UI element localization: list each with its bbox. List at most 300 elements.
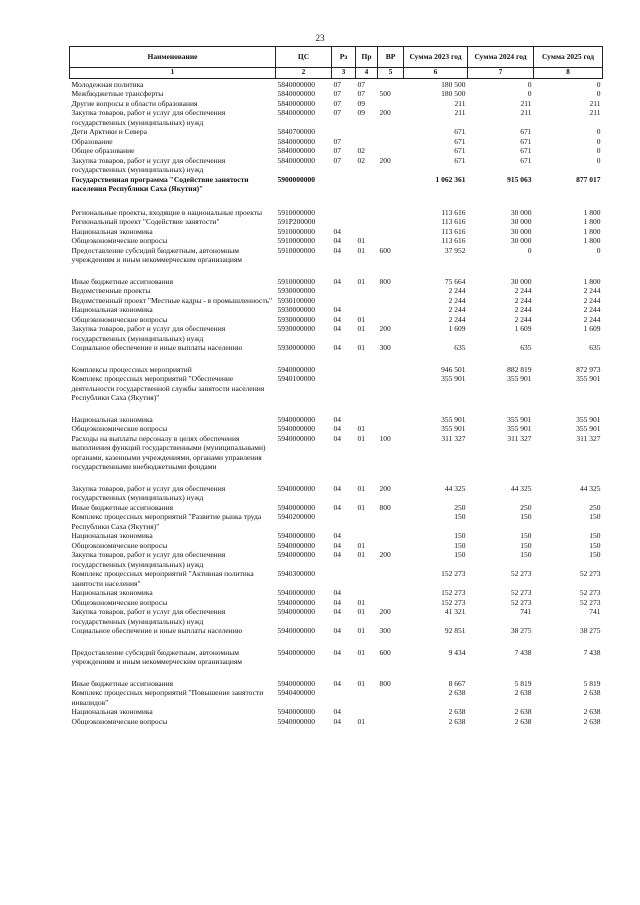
header-cs: ЦС [276,47,332,68]
cell-cs: 5840000000 [277,136,315,146]
cell-name: Национальная экономика [71,226,153,236]
cell-sum-2025: 0 [596,79,601,89]
cell-cs: 5940000000 [277,550,315,559]
cell-rz: 07 [333,98,341,108]
cell-pr [356,707,378,717]
cell-sum-2024: 150 [520,512,532,521]
cell-sum-2023: 250 [454,502,466,512]
cell-sum-2023: 180 500 [441,79,466,89]
column-number: 1 [70,68,276,79]
cell-pr: 01 [357,540,365,550]
cell-sum-2024: 150 [520,540,532,550]
cell-sum-2025: 1 800 [583,236,601,245]
cell-vr [378,305,404,315]
cell-sum-2024: 2 638 [514,688,532,697]
cell-name: Национальная экономика [71,305,153,314]
cell-pr [356,296,378,306]
cell-name: Иные бюджетные ассигнования [71,678,174,688]
cell-vr [378,374,404,415]
cell-sum-2024: 355 901 [507,414,532,424]
cell-cs: 5930000000 [277,286,315,295]
cell-sum-2024: 2 244 [514,286,532,295]
cell-vr [378,227,404,237]
cell-sum-2025: 2 638 [583,716,601,726]
cell-sum-2023: 2 244 [448,286,466,295]
cell-rz: 04 [333,343,341,352]
cell-pr [356,531,378,541]
table-row [70,315,603,325]
cell-name: Комплексы процессных мероприятий [71,364,192,374]
cell-sum-2025: 150 [589,531,601,540]
cell-pr: 01 [357,314,365,324]
cell-vr [378,512,404,531]
cell-cs: 5840000000 [277,79,315,89]
cell-cs: 5940000000 [277,424,315,433]
header-name: Наименование [70,47,276,68]
cell-sum-2025: 311 327 [576,433,601,443]
cell-sum-2024: 30 000 [510,217,532,226]
cell-sum-2024: 150 [520,531,532,540]
cell-name: Ведомственный проект "Местные кадры - в промышленность" [71,295,273,305]
cell-sum-2025: 52 273 [579,588,601,597]
cell-pr [356,286,378,296]
cell-vr [378,78,404,89]
cell-sum-2024: 741 [520,607,532,616]
cell-sum-2025: 0 [596,245,601,255]
cell-sum-2025: 1 609 [583,324,601,333]
cell-name: Комплекс процессных мероприятий "Активная политика занятости населения" [71,569,254,588]
cell-sum-2024: 0 [527,89,532,98]
table-row [70,484,603,503]
cell-sum-2025: 44 325 [579,483,601,493]
column-number: 5 [378,68,404,79]
cell-name: Общеэкономические вопросы [71,424,168,433]
cell-rz [332,569,356,588]
cell-cs: 5840000000 [277,89,315,98]
cell-name: Национальная экономика [71,588,153,597]
cell-sum-2023: 1 062 361 [435,174,466,184]
table-row [70,688,603,707]
cell-sum-2025: 0 [596,89,601,98]
cell-sum-2024: 311 327 [507,433,532,443]
cell-sum-2024: 635 [520,343,532,352]
cell-sum-2025: 2 638 [583,688,601,697]
cell-sum-2024: 44 325 [510,483,532,493]
cell-cs: 5940000000 [277,707,315,716]
cell-vr: 200 [379,108,391,117]
cell-sum-2024: 671 [520,155,532,165]
column-number: 4 [356,68,378,79]
cell-cs: 591P200000 [277,217,316,226]
cell-rz: 04 [333,607,341,616]
cell-rz: 04 [333,226,341,236]
table-row [70,588,603,598]
cell-sum-2023: 635 [454,343,466,352]
cell-pr [356,305,378,315]
cell-sum-2025: 355 901 [576,424,601,433]
cell-vr [378,236,404,246]
cell-sum-2024: 52 273 [510,588,532,597]
cell-vr: 800 [379,678,391,688]
cell-sum-2023: 150 [454,540,466,550]
cell-name: Социальное обеспечение и иные выплаты населению [71,626,243,635]
cell-sum-2025: 250 [589,502,601,512]
cell-cs: 5940000000 [277,502,315,512]
cell-sum-2023: 150 [454,550,466,559]
cell-rz [332,688,356,707]
cell-sum-2023: 44 325 [444,483,466,493]
cell-vr [378,127,404,137]
cell-sum-2025: 872 973 [576,364,601,374]
table-row [70,277,603,287]
cell-vr [378,707,404,717]
cell-sum-2025: 635 [589,343,601,352]
cell-name: Общеэкономические вопросы [71,236,168,245]
cell-pr: 01 [357,502,365,512]
cell-pr: 01 [357,483,365,493]
cell-rz: 04 [333,540,341,550]
cell-name: Расходы на выплаты персоналу в целях обеспечения выполнения функций государственными (муниципальными) органами, казенными учреждениями, органами управления государственными внебюджетными фондами [71,433,266,471]
cell-sum-2023: 946 501 [441,364,466,374]
table-row [70,503,603,513]
cell-rz: 04 [333,324,341,333]
cell-pr [356,688,378,707]
cell-rz: 07 [333,136,341,146]
cell-cs: 5940000000 [277,433,315,443]
cell-cs: 5930100000 [277,295,315,305]
cell-name: Дети Арктики и Севера [71,127,147,136]
cell-vr [378,175,404,208]
cell-vr [378,217,404,227]
cell-vr: 800 [379,502,391,512]
cell-cs: 5910000000 [277,245,315,255]
table-row [70,246,603,277]
cell-pr: 02 [357,155,365,165]
cell-cs: 5940000000 [277,716,315,726]
cell-sum-2023: 671 [454,136,466,146]
cell-rz [332,175,356,208]
cell-name: Иные бюджетные ассигнования [71,276,174,286]
cell-rz [332,217,356,227]
cell-name: Предоставление субсидий бюджетным, автономным учреждениям и иным некоммерческим организациям [71,647,243,666]
table-row [70,550,603,569]
cell-sum-2024: 915 063 [507,174,532,184]
table-row [70,324,603,343]
table-row [70,707,603,717]
cell-sum-2024: 5 819 [514,678,532,688]
cell-vr: 200 [379,607,391,616]
cell-name: Закупка товаров, работ и услуг для обеспечения государственных (муниципальных) нужд [71,607,226,626]
cell-cs: 5840000000 [277,146,315,155]
table-row [70,108,603,127]
cell-sum-2023: 2 638 [448,688,466,697]
cell-pr [356,365,378,375]
cell-rz [332,512,356,531]
cell-pr [356,175,378,208]
cell-cs: 5930000000 [277,324,315,333]
table-row [70,137,603,147]
cell-sum-2025: 2 244 [583,295,601,305]
cell-sum-2025: 741 [589,607,601,616]
cell-sum-2024: 7 438 [514,647,532,657]
table-row [70,626,603,648]
cell-sum-2023: 2 638 [448,707,466,716]
cell-sum-2024: 30 000 [510,226,532,236]
cell-pr: 01 [357,343,365,352]
cell-sum-2024: 882 819 [507,364,532,374]
cell-sum-2024: 2 638 [514,707,532,716]
cell-cs: 5940000000 [277,678,315,688]
cell-cs: 5910000000 [277,207,315,217]
table-row [70,541,603,551]
table-header-row [70,47,603,68]
cell-cs: 5910000000 [277,236,315,245]
cell-sum-2023: 180 500 [441,89,466,98]
cell-name: Общеэкономические вопросы [71,540,168,550]
cell-cs: 5930000000 [277,314,315,324]
header-rz: Рз [332,47,356,68]
cell-vr: 100 [379,433,391,443]
cell-cs: 5930000000 [277,343,315,352]
header-sum-2025: Сумма 2025 год [534,47,603,68]
table-row [70,365,603,375]
cell-rz: 04 [333,305,341,314]
cell-pr [356,374,378,415]
cell-pr: 01 [357,626,365,635]
cell-cs: 5940000000 [277,597,315,607]
cell-rz: 04 [333,531,341,540]
cell-cs: 5940000000 [277,626,315,635]
cell-rz: 04 [333,716,341,726]
cell-sum-2025: 2 638 [583,707,601,716]
cell-cs: 5910000000 [277,226,315,236]
cell-rz: 04 [333,245,341,255]
cell-name: Комплекс процессных мероприятий "Развитие рынка труда Республики Саха (Якутия)" [71,512,262,531]
cell-sum-2024: 671 [520,127,532,136]
cell-vr: 500 [379,89,391,98]
cell-sum-2024: 211 [520,108,532,117]
cell-pr: 01 [357,433,365,443]
cell-sum-2024: 2 244 [514,314,532,324]
table-row [70,99,603,109]
cell-sum-2023: 113 616 [441,207,466,217]
cell-vr: 600 [379,245,391,255]
cell-cs: 5940000000 [277,364,315,374]
cell-sum-2025: 38 275 [579,626,601,635]
table-row [70,208,603,218]
cell-sum-2023: 355 901 [441,414,466,424]
table-row [70,146,603,156]
cell-sum-2023: 671 [454,127,466,136]
cell-pr: 01 [357,597,365,607]
cell-rz: 07 [333,89,341,98]
cell-vr [378,588,404,598]
cell-sum-2023: 211 [454,108,466,117]
table-row [70,512,603,531]
cell-vr [378,208,404,218]
cell-rz: 04 [333,414,341,424]
cell-cs: 5840000000 [277,108,315,117]
cell-cs: 5940000000 [277,414,315,424]
table-row [70,89,603,99]
cell-name: Региональные проекты, входящие в национальные проекты [71,207,263,217]
cell-sum-2025: 150 [589,550,601,559]
cell-sum-2024: 52 273 [510,597,532,607]
cell-sum-2024: 355 901 [507,374,532,383]
header-sum-2024: Сумма 2024 год [468,47,534,68]
cell-sum-2023: 671 [454,146,466,155]
cell-name: Комплекс процессных мероприятий "Обеспечение деятельности государственной службы занятости населения Республики Саха (Якутия)" [71,374,265,402]
cell-vr: 200 [379,324,391,333]
cell-rz: 04 [333,707,341,716]
table-row [70,648,603,679]
cell-vr: 200 [379,155,391,165]
table-row [70,415,603,425]
header-vr: ВР [378,47,404,68]
cell-sum-2025: 52 273 [579,597,601,607]
cell-sum-2025: 0 [596,155,601,165]
cell-pr [356,137,378,147]
cell-sum-2025: 7 438 [583,647,601,657]
table-row [70,217,603,227]
cell-rz: 04 [333,314,341,324]
cell-rz [332,286,356,296]
cell-pr: 01 [357,245,365,255]
table-row [70,569,603,588]
cell-pr: 09 [357,98,365,108]
cell-cs: 5940000000 [277,531,315,540]
cell-sum-2024: 355 901 [507,424,532,433]
cell-sum-2023: 355 901 [441,374,466,383]
table-row [70,607,603,626]
cell-sum-2024: 0 [527,245,532,255]
cell-pr [356,512,378,531]
table-row [70,156,603,175]
cell-sum-2023: 152 273 [441,569,466,578]
cell-pr [356,208,378,218]
cell-pr: 01 [357,716,365,726]
cell-vr: 600 [379,647,391,657]
cell-sum-2025: 2 244 [583,314,601,324]
cell-sum-2023: 113 616 [441,217,466,226]
cell-rz: 04 [333,626,341,635]
table-row [70,434,603,484]
cell-rz: 04 [333,647,341,657]
cell-sum-2023: 37 952 [444,245,466,255]
cell-rz: 07 [333,108,341,117]
cell-name: Закупка товаров, работ и услуг для обеспечения государственных (муниципальных) нужд [71,483,226,502]
cell-sum-2023: 1 609 [448,324,466,333]
cell-sum-2025: 150 [589,540,601,550]
cell-name: Общеэкономические вопросы [71,597,168,607]
cell-pr: 01 [357,550,365,559]
cell-vr [378,598,404,608]
cell-cs: 5940400000 [277,688,315,697]
table-row [70,374,603,415]
cell-sum-2023: 2 244 [448,305,466,314]
cell-sum-2024: 150 [520,550,532,559]
cell-pr: 09 [357,108,365,117]
table-row [70,717,603,727]
cell-sum-2023: 211 [454,98,466,108]
cell-sum-2023: 41 321 [444,607,466,616]
cell-sum-2024: 671 [520,146,532,155]
cell-sum-2024: 250 [520,502,532,512]
column-number: 8 [534,68,603,79]
cell-sum-2025: 0 [596,136,601,146]
cell-name: Социальное обеспечение и иные выплаты населению [71,343,243,352]
cell-sum-2024: 2 244 [514,295,532,305]
table-row [70,343,603,365]
cell-sum-2025: 150 [589,512,601,521]
cell-sum-2025: 211 [589,108,601,117]
cell-sum-2025: 211 [589,98,601,108]
cell-sum-2024: 30 000 [510,276,532,286]
cell-name: Общеэкономические вопросы [71,314,168,324]
cell-sum-2024: 52 273 [510,569,532,578]
cell-sum-2023: 311 327 [441,433,466,443]
cell-cs: 5940000000 [277,588,315,597]
cell-sum-2024: 30 000 [510,236,532,245]
table-row [70,296,603,306]
cell-vr: 800 [379,276,391,286]
column-number: 3 [332,68,356,79]
cell-rz [332,208,356,218]
header-sum-2023: Сумма 2023 год [404,47,468,68]
cell-rz: 04 [333,236,341,245]
cell-vr [378,137,404,147]
column-number: 7 [468,68,534,79]
cell-sum-2023: 2 638 [448,716,466,726]
cell-sum-2025: 1 800 [583,217,601,226]
cell-name: Межбюджетные трансферты [71,89,164,98]
cell-vr [378,531,404,541]
cell-name: Другие вопросы в области образования [71,98,198,108]
cell-sum-2023: 2 244 [448,314,466,324]
cell-cs: 5840700000 [277,127,315,136]
cell-pr: 01 [357,607,365,616]
cell-vr [378,424,404,434]
cell-sum-2024: 2 638 [514,716,532,726]
cell-sum-2023: 671 [454,155,466,165]
table-body [70,78,603,726]
cell-rz [332,127,356,137]
cell-cs: 5940000000 [277,483,315,493]
cell-sum-2025: 5 819 [583,678,601,688]
cell-vr: 300 [379,626,391,635]
table-row [70,305,603,315]
cell-sum-2024: 671 [520,136,532,146]
cell-vr [378,315,404,325]
cell-rz: 04 [333,424,341,433]
cell-sum-2025: 1 800 [583,276,601,286]
header-pr: Пр [356,47,378,68]
column-number: 6 [404,68,468,79]
table-row [70,531,603,541]
cell-cs: 5940000000 [277,647,315,657]
cell-vr [378,688,404,707]
cell-sum-2023: 2 244 [448,295,466,305]
cell-name: Национальная экономика [71,414,153,424]
cell-sum-2023: 75 664 [444,276,466,286]
cell-sum-2025: 355 901 [576,414,601,424]
cell-name: Закупка товаров, работ и услуг для обеспечения государственных (муниципальных) нужд [71,324,226,343]
cell-vr: 200 [379,550,391,559]
cell-cs: 5840000000 [277,155,315,165]
cell-sum-2024: 0 [527,79,532,89]
page-number: 23 [315,33,325,43]
cell-name: Ведомственные проекты [71,286,151,295]
